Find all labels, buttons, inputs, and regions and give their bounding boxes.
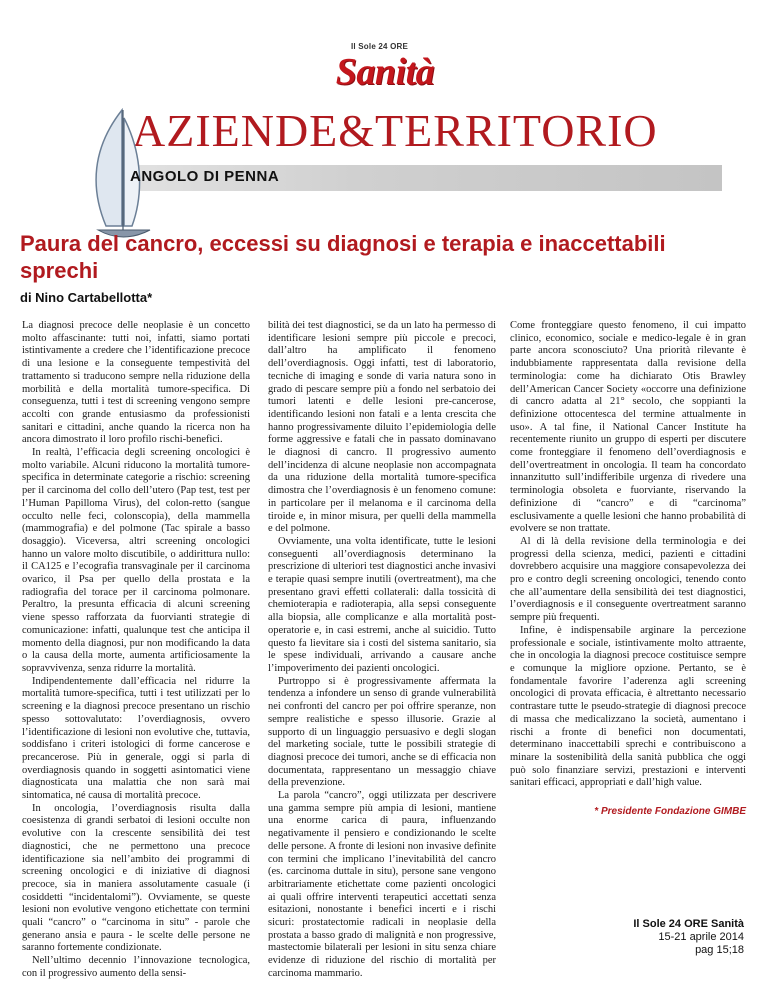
paragraph: Infine, è indispensabile arginare la percezione professionale e sociale, istintivamente molto attraente, che in oncologia la diagnosi precoce costituisce sempre e comunque la migliore opzione. Pertanto, se è fondamentale favorire l’aderenza agli screening oncologici di provata efficacia, è altrettanto necessario contrastare tutte le pseudo-strategie di diagnosi precoce di massa che medicalizzano la società, aumentano i rischi a fronte di benefici non documentati, determinano inaccettabili sprechi e contribuiscono a minare la sostenibilità della sanità pubblica che oggi può solo finanziare servizi, prestazioni e interventi sanitari efficaci, appropriati e dall’high value. xyxy=(510,624,746,789)
paragraph: Purtroppo si è progressivamente affermata la tendenza a infondere un senso di grande vulnerabilità nei confronti del cancro per poi offrire speranze, non sempre realistiche e spesso illusorie. Grazie al supporto di un linguaggio persuasivo e degli slogan del marketing sociale, tutte le possibili strategie di diagnosi precoce dei tumori, anche se di efficacia non documentata, rappresentano un messaggio chiave della prevenzione. xyxy=(268,675,496,789)
paragraph: Nell’ultimo decennio l’innovazione tecnologica, con il progressivo aumento della sensi- xyxy=(22,955,250,979)
source-pages: pag 15;18 xyxy=(695,944,744,956)
paragraph: La parola “cancro”, oggi utilizzata per descrivere una gamma sempre più ampia di lesioni, mantiene una enorme carica di paura, influenzando negativamente il pensiero e condizionando le scelte delle persone. A fronte di lesioni non invasive definite con termini che implicano l’inevitabilità del cancro (es. carcinoma duttale in situ), persone sane vengono arbitrariamente etichettate come pazienti oncologici ai quali offrire interventi terapeutici accettati senza esitazioni, nonostante i benefici incerti e i rischi sicuri: prostatectomie radicali in neoplasie della prostata a basso grado di malignità e non progressive, mastectomie bilaterali per lesioni in situ senza chiare evidenze di riduzione del rischio di mortalità per carcinoma mammario. xyxy=(268,790,496,979)
paragraph: Indipendentemente dall’efficacia nel ridurre la mortalità tumore-specifica, tutti i test utilizzati per lo screening e la diagnosi precoce presentano un rischio spesso sottovalutato: l’overdiagnosis, ovvero l’identificazione di lesioni non evolutive che, tuttavia, soddisfano i criteri istologici di forme cancerose e precancerose. Più in generale, oggi si parla di overdiagnosis quando in soggetti asintomatici viene diagnosticata una malattia che non sarà mai sintomatica, né causa di mortalità precoce. xyxy=(22,675,250,802)
source-date: 15-21 aprile 2014 xyxy=(658,931,744,943)
source-publication: Il Sole 24 ORE Sanità xyxy=(633,918,744,930)
headline: Paura del cancro, eccessi su diagnosi e terapia e inaccettabili sprechi xyxy=(20,231,666,283)
source-info xyxy=(633,918,744,957)
section-title: AZIENDE&TERRITORIO xyxy=(132,105,658,156)
brand-logo: Sanità xyxy=(335,51,435,93)
paragraph: Come fronteggiare questo fenomeno, il cui impatto clinico, economico, sociale e medico-legale è in gran parte ancora sconosciuto? Una priorità rilevante è indubbiamente rappresentata dalla revisione della terminologia: come ha dichiarato Otis Brawley dell’American Cancer Society «occorre una definizione di cancro adatta al 21° secolo, che soppianti la definizione ottocentesca del termine attualmente in uso». A tal fine, il National Cancer Institute ha recentemente riunito un gruppo di esperti per discutere come fronteggiare il fenomeno dell’overdiagnosis e dell’overtreatment in oncologia. Il team ha concordato innanzitutto sull’indifferibile urgenza di rivedere una terminologia obsoleta e fuorviante, riservando la definizione di “cancro” e di “carcinoma” esclusivamente a quelle lesioni che hanno probabilità di evolvere se non trattate. xyxy=(510,320,746,535)
brand-small-logo: Il Sole 24 ORE xyxy=(351,42,409,51)
paragraph: bilità dei test diagnostici, se da un lato ha permesso di identificare lesioni sempre più piccole e precoci, dall’altro ha amplificato il fenomeno dell’overdiagnosis. Oggi infatti, test di laboratorio, tecniche di imaging e sonde di varia natura sono in grado di pescare sempre più a fondo nel serbatoio dei tumori latenti e delle lesioni pre-cancerose, identificando lesioni non fatali e a lenta crescita che hanno progressivamente diluito l’epidemiologia delle forme aggressive e fatali che in passato dominavano le diagnosi di cancro. Il progressivo aumento dell’incidenza di alcune neoplasie non accompagnata da una riduzione della mortalità tumore-specifica dimostra che l’overdiagnosis è un fenomeno comune: in particolare per il melanoma e il carcinoma della tiroide e, in minor misura, per quelli della mammella e del polmone. xyxy=(268,320,496,535)
paragraph: In realtà, l’efficacia degli screening oncologici è molto variabile. Alcuni riducono la mortalità tumore-specifica in determinate categorie a rischio: screening per il carcinoma del collo dell’utero (Pap test, test per l’Human Papilloma Virus), del colon-retto (sangue occulto nelle feci, colonscopia), della mammella (mammografia) e del polmone (Tac spirale a basso dosaggio). Viceversa, altri screening oncologici hanno un valore molto discutibile, o addirittura nullo: il CA125 e l’ecografia transvaginale per il carcinoma ovarico, il Psa per quello della prostata e la radiografia del torace per il carcinoma polmonare. Peraltro, la presunta efficacia di alcuni screening viene spesso rafforzata da fuorvianti strategie di comunicazione: infatti, qualunque test che anticipa il momento della diagnosi, pur non modificando la data o la causa della morte, aumenta artificiosamente la sopravvivenza, senza ridurre la mortalità. xyxy=(22,447,250,674)
byline: di Nino Cartabellotta* xyxy=(20,290,153,305)
paragraph: La diagnosi precoce delle neoplasie è un concetto molto affascinante: tutti noi, infatti, siamo portati istintivamente a credere che l’identificazione precoce di una lesione e la conseguente tempestività del trattamento si traducono sempre nella riduzione della morbilità e della mortalità tumore-specifica. Di conseguenza, tutti i test di screening vengono sempre accolti con grande entusiasmo da professionisti sanitari e cittadini, anche quando la ricerca non ha ancora dimostrato il loro profilo rischi-benefici. xyxy=(22,320,250,446)
paragraph: In oncologia, l’overdiagnosis risulta dalla coesistenza di grandi serbatoi di lesioni occulte non evolutive con la crescente sensibilità dei test diagnostici, che ne permettono una precoce identificazione sia nell’ambito dei programmi di screening oncologici e di iniziative di diagnosi precoce, sia in maniera assolutamente casuale (i cosiddetti “incidentalomi”). Ovviamente, se queste lesioni non evolutive vengono etichettate con termini quali “cancro” o “carcinoma in situ” - parole che generano ansia e paura - le scelte delle persone ne saranno fortemente condizionate. xyxy=(22,802,250,954)
article-column-1 xyxy=(22,320,250,981)
article-column-2 xyxy=(268,320,496,981)
article-column-3 xyxy=(510,320,746,819)
rubric-label: ANGOLO DI PENNA xyxy=(130,168,280,185)
paragraph: Al di là della revisione della terminologia e dei progressi della scienza, medici, pazienti e cittadini dovrebbero acquisire una maggiore consapevolezza dei pro e contro degli screening oncologici, tenendo conto che all’aumentare della sensibilità dei test diagnostici, l’overdiagnosis e il conseguente overtreatment saranno sempre più frequenti. xyxy=(510,535,746,624)
masthead xyxy=(0,38,768,94)
author-signature: * Presidente Fondazione GIMBE xyxy=(594,806,746,818)
paragraph: Ovviamente, una volta identificate, tutte le lesioni conseguenti all’overdiagnosis determinano la prescrizione di ulteriori test diagnostici anche invasivi e terapie quasi sempre inutili (overtreatment), ma che presentano gravi effetti collaterali: dalla tossicità di chemioterapia e radioterapia, alla sepsi conseguente alla biopsia, alle complicanze e alla mortalità post-operatorie e, in casi estremi, anche al suicidio. Tutto questo fa lievitare sia i costi del sistema sanitario, sia le spese individuali, arrivando a causare anche l’impoverimento dei pazienti oncologici. xyxy=(268,535,496,674)
